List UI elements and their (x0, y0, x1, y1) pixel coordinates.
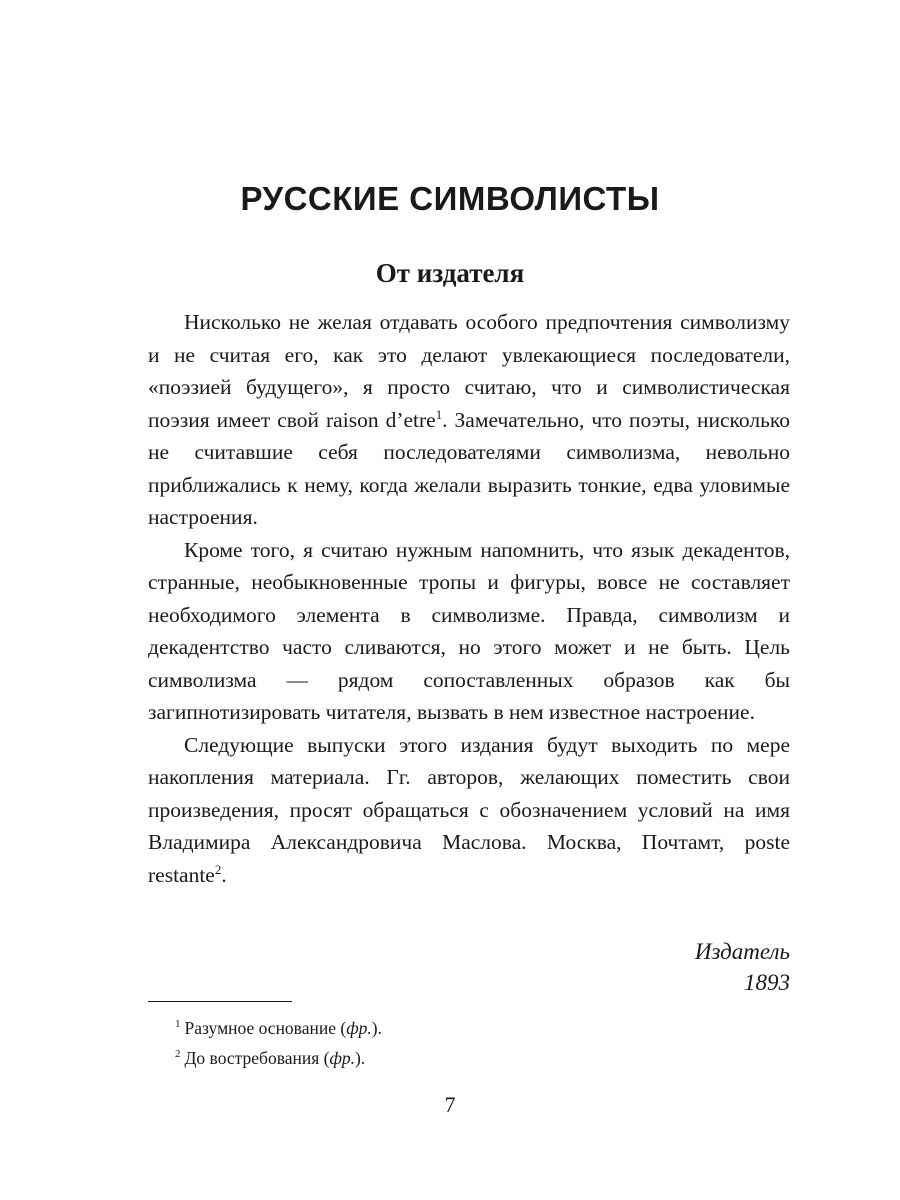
footnote-2-number: 2 (175, 1048, 181, 1061)
signature (500, 936, 790, 998)
paragraph-3-tail: . (221, 862, 227, 887)
footnote-2-text-after: ). (355, 1048, 366, 1068)
footnote-ref-2: 2 (214, 862, 222, 877)
footnote-1-text-after: ). (371, 1018, 382, 1038)
footnote-ref-1: 1 (435, 407, 443, 422)
paragraph-1-text: Нисколько не желая отдавать особого предпочтения символизму и не считая его, как это делают увлекающиеся последователи, «поэзией будущего», я просто считаю, что и символистическая поэзия имеет свой raison d’etre (148, 310, 790, 432)
footnote-divider (148, 1001, 292, 1002)
paragraph-1 (148, 306, 790, 534)
signature-year: 1893 (744, 970, 790, 995)
chapter-title: РУССКИЕ СИМВОЛИСТЫ (240, 180, 660, 217)
paragraph-1-tail: . Замечательно, что поэты, нисколько не считавшие себя последователями символизма, невольно приближались к нему, когда желали выразить тонкие, едва уловимые настроения. (148, 407, 791, 529)
footnote-2 (175, 1043, 775, 1073)
paragraph-2-text: Кроме того, я считаю нужным напомнить, что язык декадентов, странные, необыкновенные тропы и фигуры, вовсе не составляет необходимого элемента в символизме. Правда, символизм и декадентство часто сливаются, но этого может и не быть. Цель символизма — рядом сопоставленных образов как бы загипнотизировать читателя, вызвать в нем известное настроение. (148, 537, 790, 724)
footnotes (175, 1013, 775, 1073)
section-title: От издателя (375, 258, 525, 288)
body-text (148, 306, 790, 891)
page-number: 7 (444, 1092, 456, 1117)
footnote-2-abbr: фр. (329, 1048, 356, 1068)
footnote-1-abbr: фр. (346, 1018, 372, 1038)
footnote-1-number: 1 (175, 1018, 181, 1031)
paragraph-2 (148, 534, 790, 729)
footnote-2-text-before: До востребования ( (184, 1048, 330, 1068)
paragraph-3-text: Следующие выпуски этого издания будут выходить по мере накопления материала. Гг. авторов, желающих поместить свои произведения, просят обращаться с обозначением условий на имя Владимира Александровича Маслова. Москва, Почтамт, poste restante (148, 732, 790, 887)
paragraph-3 (148, 729, 790, 892)
footnote-1 (175, 1013, 775, 1043)
footnote-1-text-before: Разумное основание ( (184, 1018, 347, 1038)
signature-role: Издатель (694, 939, 790, 964)
